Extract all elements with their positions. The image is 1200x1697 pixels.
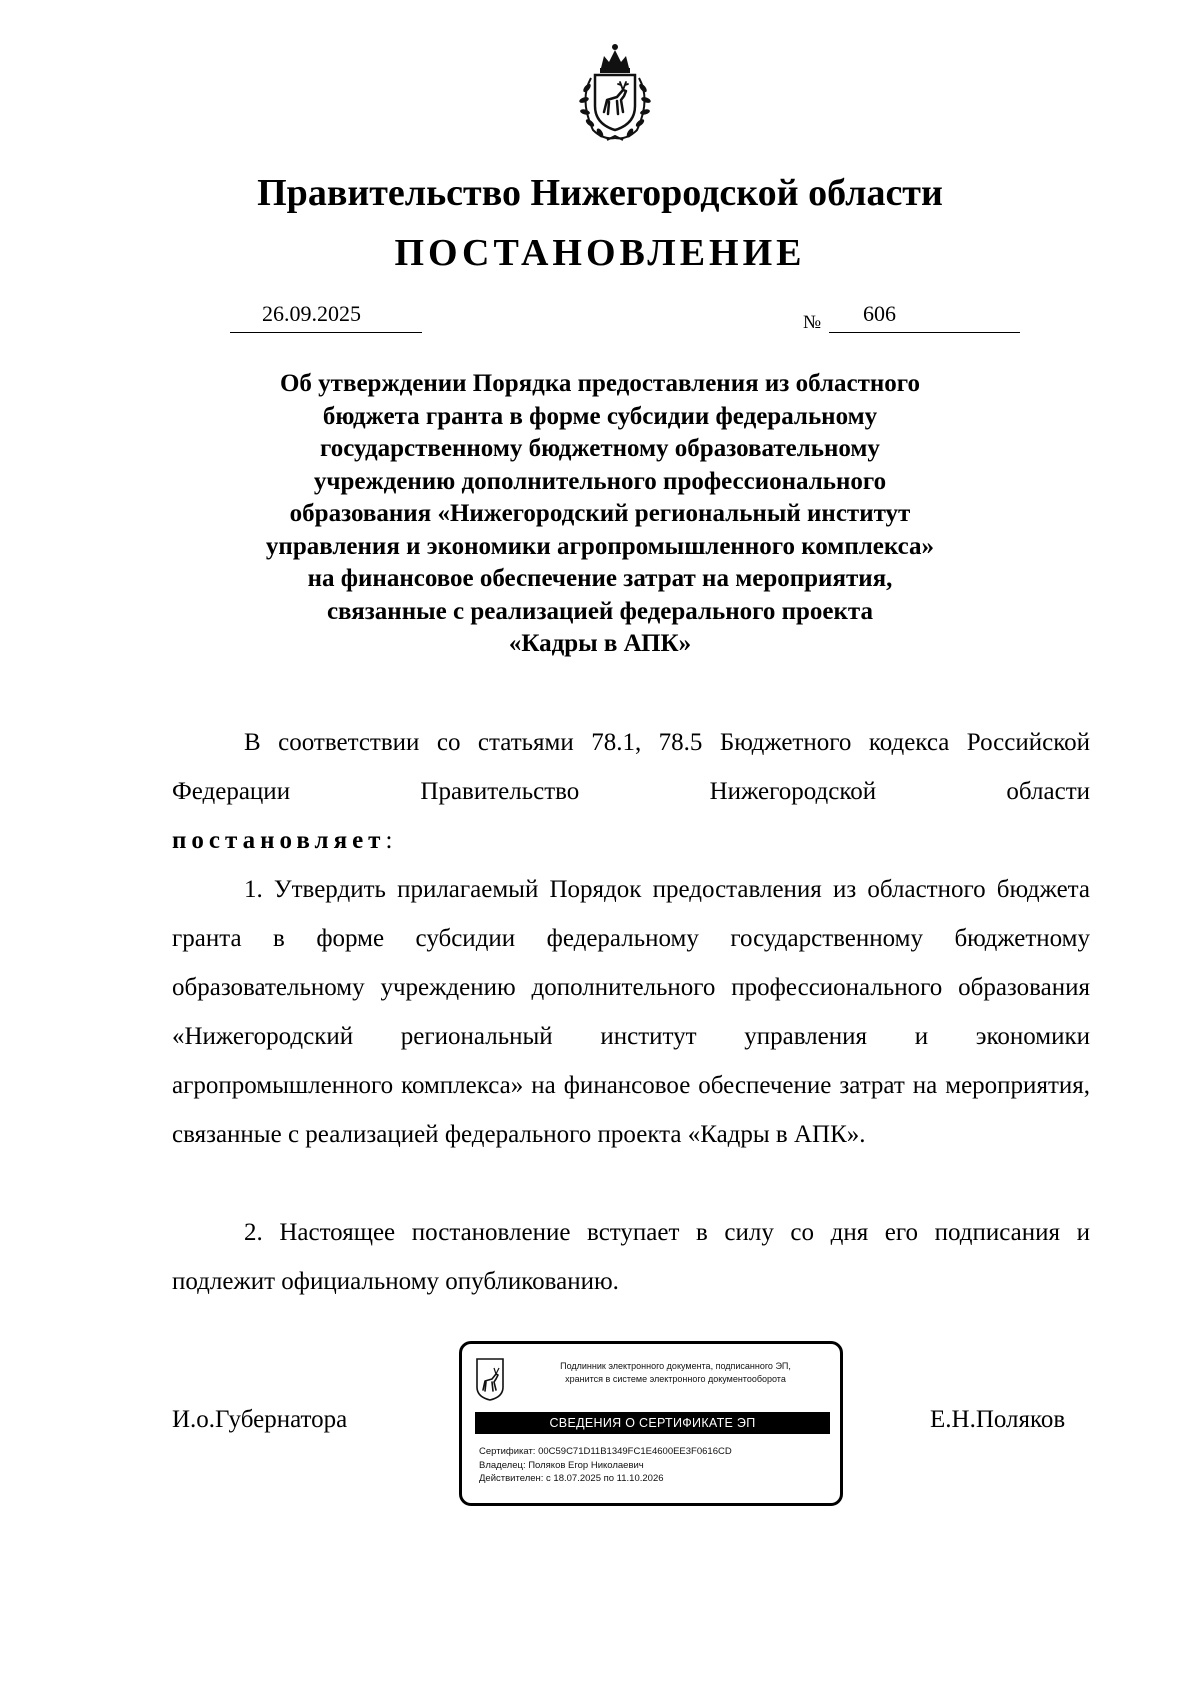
stamp-header-line: хранится в системе электронного документооборота (565, 1373, 786, 1384)
certificate-owner: Владелец: Поляков Егор Николаевич (479, 1459, 644, 1471)
title-line: управления и экономики агропромышленного комплекса» (265, 532, 935, 560)
document-date: 26.09.2025 (230, 300, 422, 333)
title-line: на финансовое обеспечение затрат на мероприятия, (307, 565, 893, 592)
certificate-validity: Действителен: с 18.07.2025 по 11.10.2026 (479, 1473, 664, 1484)
number-sign: № (803, 312, 822, 333)
document-title (150, 368, 1050, 661)
document-type: ПОСТАНОВЛЕНИЕ (394, 232, 806, 274)
item-1-paragraph: 1. Утвердить прилагаемый Порядок предоставления из областного бюджета гранта в форме субсидии федеральному государственному бюджетному образовательному учреждению дополнительного профессионального образования «Нижегородский региональный институт управления и экономики агропромышленного комплекса» на финансовое обеспечение затрат на мероприятия, связанные с реализацией федерального проекта «Кадры в АПК». (172, 876, 1090, 1148)
title-line: учреждению дополнительного профессионального (313, 467, 887, 495)
decree-punct: : (385, 827, 393, 854)
title-line: связанные с реализацией федерального проекта (326, 597, 874, 625)
title-line: «Кадры в АПК» (508, 630, 692, 657)
title-line: образования «Нижегородский региональный институт (289, 500, 911, 527)
decree-line (172, 816, 1090, 865)
title-line: Об утверждении Порядка предоставления из областного (279, 370, 920, 397)
stamp-header (518, 1360, 833, 1385)
stamp-certificate-bar: СВЕДЕНИЯ О СЕРТИФИКАТЕ ЭП (475, 1412, 830, 1434)
item-2-paragraph: 2. Настоящее постановление вступает в силу со дня его подписания и подлежит официальному опубликованию. (172, 1219, 1090, 1295)
organization-name: Правительство Нижегородской области (257, 172, 943, 214)
stamp-header-line: Подлинник электронного документа, подписанного ЭП, (560, 1361, 791, 1371)
title-line: бюджета гранта в форме субсидии федеральному (322, 402, 878, 430)
document-number: 606 (829, 300, 1020, 333)
digital-signature-stamp (459, 1341, 843, 1506)
decree-word: постановляет (172, 827, 386, 854)
signatory-name: Е.Н.Поляков (930, 1406, 1066, 1433)
preamble-paragraph: В соответствии со статьями 78.1, 78.5 Бюджетного кодекса Российской Федерации Правительство Нижегородской области (172, 729, 1090, 805)
certificate-serial: Сертификат: 00C59C71D11B1349FC1E4600EE3F0616CD (479, 1446, 732, 1457)
signatory-title: И.о.Губернатора (172, 1406, 348, 1433)
title-line: государственному бюджетному образовательному (320, 435, 880, 462)
deer-emblem-icon (475, 1357, 505, 1402)
stamp-certificate-info (479, 1445, 732, 1486)
coat-of-arms-icon (571, 40, 659, 146)
